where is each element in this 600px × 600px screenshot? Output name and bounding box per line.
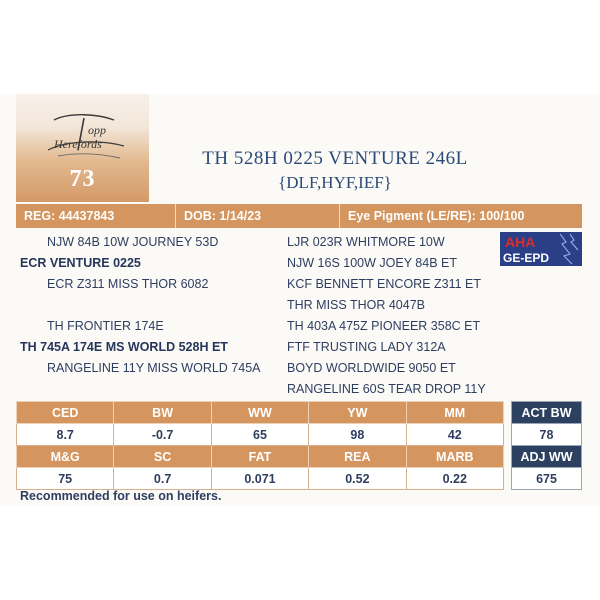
epd-header-row-1 — [17, 402, 504, 424]
epd-header: REA — [309, 446, 406, 468]
pedigree-right-4: THR MISS THOR 4047B — [287, 298, 426, 312]
epd-value: -0.7 — [114, 424, 211, 446]
pedigree-dam-dam: RANGELINE 11Y MISS WORLD 745A — [47, 361, 261, 375]
act-bw-value: 78 — [512, 424, 582, 446]
pedigree-dam: TH 745A 174E MS WORLD 528H ET — [20, 340, 228, 354]
info-bar — [16, 204, 582, 228]
badge-line2: GE-EPD — [503, 251, 550, 265]
pedigree-right-1: LJR 023R WHITMORE 10W — [287, 235, 445, 249]
pedigree-sire-sire: NJW 84B 10W JOURNEY 53D — [47, 235, 219, 249]
epd-header: MARB — [406, 446, 503, 468]
registration-number: REG: 44437843 — [16, 204, 176, 228]
epd-header: YW — [309, 402, 406, 424]
badge-line1: AHA — [505, 234, 536, 250]
epd-value: 0.7 — [114, 468, 211, 490]
epd-header: SC — [114, 446, 211, 468]
topp-herefords-logo — [40, 110, 130, 166]
epd-header: MM — [406, 402, 503, 424]
epd-value: 65 — [211, 424, 308, 446]
act-bw-label: ACT BW — [512, 402, 582, 424]
pedigree-dam-sire: TH FRONTIER 174E — [47, 319, 164, 333]
pedigree-right-5: TH 403A 475Z PIONEER 358C ET — [287, 319, 481, 333]
pedigree-right-8: RANGELINE 60S TEAR DROP 11Y — [287, 382, 486, 396]
genetic-status: {DLF,HYF,IEF} — [278, 173, 392, 192]
epd-table — [16, 401, 504, 490]
pedigree-right-7: BOYD WORLDWIDE 9050 ET — [287, 361, 456, 375]
epd-value-row-2 — [17, 468, 504, 490]
epd-value: 0.071 — [211, 468, 308, 490]
epd-header: BW — [114, 402, 211, 424]
pedigree-right-6: FTF TRUSTING LADY 312A — [287, 340, 446, 354]
svg-text:Herefords: Herefords — [54, 137, 102, 151]
epd-header: CED — [17, 402, 114, 424]
date-of-birth: DOB: 1/14/23 — [176, 204, 340, 228]
recommendation-note: Recommended for use on heifers. — [20, 489, 222, 503]
epd-header: WW — [211, 402, 308, 424]
epd-value: 75 — [17, 468, 114, 490]
svg-text:opp: opp — [88, 123, 106, 137]
epd-header: FAT — [211, 446, 308, 468]
actual-weights-table — [511, 401, 582, 490]
epd-header: M&G — [17, 446, 114, 468]
animal-name: TH 528H 0225 VENTURE 246L — [202, 148, 468, 169]
epd-value: 0.52 — [309, 468, 406, 490]
epd-value-row-1 — [17, 424, 504, 446]
epd-value: 42 — [406, 424, 503, 446]
pedigree-sire-dam: ECR Z311 MISS THOR 6082 — [47, 277, 209, 291]
pedigree-sire: ECR VENTURE 0225 — [20, 256, 141, 270]
epd-value: 8.7 — [17, 424, 114, 446]
epd-header-row-2 — [17, 446, 504, 468]
aha-ge-epd-badge — [500, 232, 582, 266]
adj-ww-label: ADJ WW — [512, 446, 582, 468]
lot-number: 73 — [69, 166, 96, 192]
epd-value: 0.22 — [406, 468, 503, 490]
pedigree-right-3: KCF BENNETT ENCORE Z311 ET — [287, 277, 482, 291]
logo-box — [16, 94, 149, 202]
pedigree-right-2: NJW 16S 100W JOEY 84B ET — [287, 256, 457, 270]
epd-value: 98 — [309, 424, 406, 446]
adj-ww-value: 675 — [512, 468, 582, 490]
eye-pigment: Eye Pigment (LE/RE): 100/100 — [348, 209, 525, 223]
